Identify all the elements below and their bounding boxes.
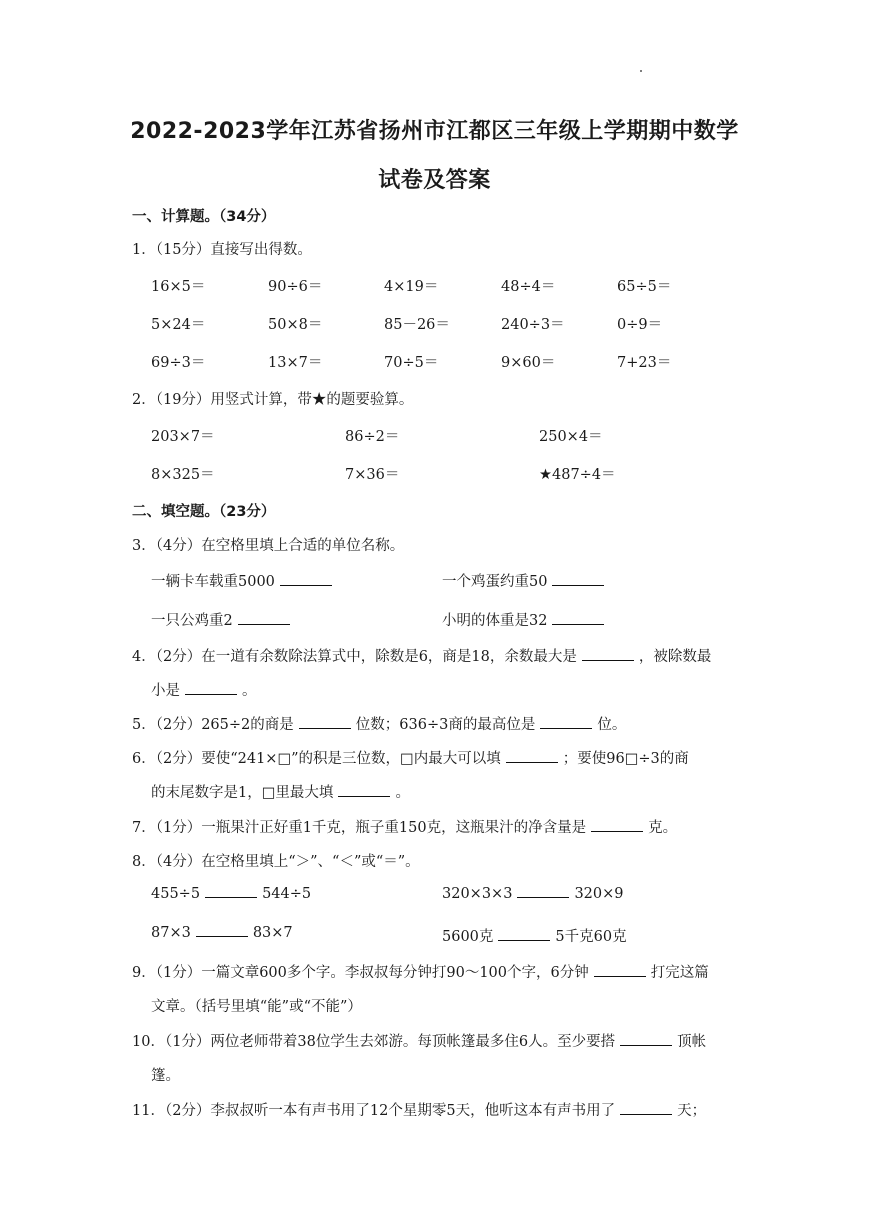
q4-text: 小是 [151, 683, 180, 699]
q3-item [151, 570, 337, 591]
compare-right: 83×7 [252, 925, 293, 941]
arith-item: 48÷4＝ [501, 279, 556, 295]
question-2: 2．（19分）用竖式计算，带★的题要验算。 [132, 392, 414, 408]
question-9-line2: 文章。（括号里填“能”或“不能”） [151, 999, 362, 1015]
q3-item-text: 一辆卡车载重5000 [151, 574, 275, 590]
answer-blank[interactable] [620, 1113, 672, 1115]
arith-item: 85－26＝ [384, 317, 450, 333]
document-title-line2: 试卷及答案 [378, 168, 491, 193]
compare-right: 5千克60克 [555, 929, 627, 945]
answer-blank[interactable] [196, 935, 248, 937]
compare-left: 320×3×3 [442, 886, 513, 902]
q6-text: 的末尾数字是1，□里最大填 [151, 785, 334, 801]
arith-item: 13×7＝ [268, 355, 323, 371]
q6-text: 6．（2分）要使“241×□”的积是三位数，□内最大可以填 [132, 751, 501, 767]
arith-item: 4×19＝ [384, 279, 439, 295]
q6-text: 。 [395, 785, 410, 801]
compare-item [151, 925, 293, 941]
answer-blank[interactable] [506, 761, 558, 763]
answer-blank[interactable] [540, 727, 592, 729]
vertical-calc-item: 86÷2＝ [345, 429, 400, 445]
question-6-line1 [132, 747, 689, 768]
arith-item: 69÷3＝ [151, 355, 206, 371]
vertical-calc-item: 203×7＝ [151, 429, 215, 445]
compare-item [442, 925, 627, 946]
q3-item [442, 609, 609, 630]
answer-blank[interactable] [280, 584, 332, 586]
q9-text: 打完这篇 [650, 965, 709, 981]
answer-blank[interactable] [517, 896, 569, 898]
q7-text: 7．（1分）一瓶果汁正好重1千克，瓶子重150克，这瓶果汁的净含量是 [132, 820, 587, 836]
answer-blank[interactable] [185, 693, 237, 695]
question-6-line2 [151, 781, 410, 802]
answer-blank[interactable] [338, 795, 390, 797]
q5-text: 5．（2分）265÷2的商是 [132, 717, 294, 733]
question-5 [132, 713, 626, 734]
compare-left: 5600克 [442, 929, 494, 945]
compare-item [442, 886, 624, 902]
q4-text: 4．（2分）在一道有余数除法算式中，除数是6，商是18，余数最大是 [132, 649, 577, 665]
question-10-line1 [132, 1030, 706, 1051]
document-title-line1: 2022-2023学年江苏省扬州市江都区三年级上学期期中数学 [130, 119, 739, 144]
question-8: 8．（4分）在空格里填上“＞”、“＜”或“＝”。 [132, 854, 420, 870]
q3-item-text: 一个鸡蛋约重50 [442, 574, 548, 590]
answer-blank[interactable] [582, 659, 634, 661]
question-9-line1 [132, 961, 709, 982]
arith-item: 70÷5＝ [384, 355, 439, 371]
question-4-line2 [151, 679, 257, 700]
q5-text: 位。 [597, 717, 627, 733]
compare-right: 320×9 [574, 886, 624, 902]
stray-dot [640, 70, 642, 72]
question-1: 1．（15分）直接写出得数。 [132, 242, 312, 258]
q9-text: 9．（1分）一篇文章600多个字。李叔叔每分钟打90～100个字，6分钟 [132, 965, 589, 981]
question-10-line2: 篷。 [151, 1068, 180, 1084]
compare-item [151, 886, 311, 902]
vertical-calc-item: ★487÷4＝ [539, 467, 616, 483]
question-7 [132, 816, 677, 837]
arith-item: 240÷3＝ [501, 317, 565, 333]
q4-text: ，被除数最 [638, 649, 712, 665]
compare-right: 544÷5 [262, 886, 312, 902]
arith-item: 7+23＝ [617, 355, 672, 371]
answer-blank[interactable] [498, 939, 550, 941]
section-heading-calculation: 一、计算题。（34分） [132, 209, 276, 225]
arith-item: 0÷9＝ [617, 317, 663, 333]
answer-blank[interactable] [552, 623, 604, 625]
q10-text: 顶帐 [677, 1034, 707, 1050]
question-3: 3．（4分）在空格里填上合适的单位名称。 [132, 538, 405, 554]
arith-item: 50×8＝ [268, 317, 323, 333]
answer-blank[interactable] [552, 584, 604, 586]
q11-text: 天； [677, 1103, 707, 1119]
arith-item: 90÷6＝ [268, 279, 323, 295]
q6-text: ；要使96□÷3的商 [562, 751, 689, 767]
q3-item-text: 小明的体重是32 [442, 613, 548, 629]
q5-text: 位数；636÷3商的最高位是 [355, 717, 536, 733]
section-heading-fill-blank: 二、填空题。（23分） [132, 504, 276, 520]
vertical-calc-item: 8×325＝ [151, 467, 215, 483]
vertical-calc-item: 250×4＝ [539, 429, 603, 445]
compare-left: 455÷5 [151, 886, 201, 902]
question-4-line1 [132, 645, 711, 666]
answer-blank[interactable] [299, 727, 351, 729]
q11-text: 11．（2分）李叔叔听一本有声书用了12个星期零5天，他听这本有声书用了 [132, 1103, 616, 1119]
arith-item: 65÷5＝ [617, 279, 672, 295]
answer-blank[interactable] [591, 830, 643, 832]
q4-text: 。 [242, 683, 257, 699]
vertical-calc-item: 7×36＝ [345, 467, 400, 483]
arith-item: 5×24＝ [151, 317, 206, 333]
question-11 [132, 1099, 706, 1120]
q3-item-text: 一只公鸡重2 [151, 613, 233, 629]
answer-blank[interactable] [594, 975, 646, 977]
q3-item [151, 609, 295, 630]
compare-left: 87×3 [151, 925, 191, 941]
answer-blank[interactable] [238, 623, 290, 625]
answer-blank[interactable] [620, 1044, 672, 1046]
q3-item [442, 570, 609, 591]
arith-item: 16×5＝ [151, 279, 206, 295]
arith-item: 9×60＝ [501, 355, 556, 371]
q7-text: 克。 [648, 820, 678, 836]
q10-text: 10．（1分）两位老师带着38位学生去郊游。每顶帐篷最多住6人。至少要搭 [132, 1034, 616, 1050]
answer-blank[interactable] [205, 896, 257, 898]
